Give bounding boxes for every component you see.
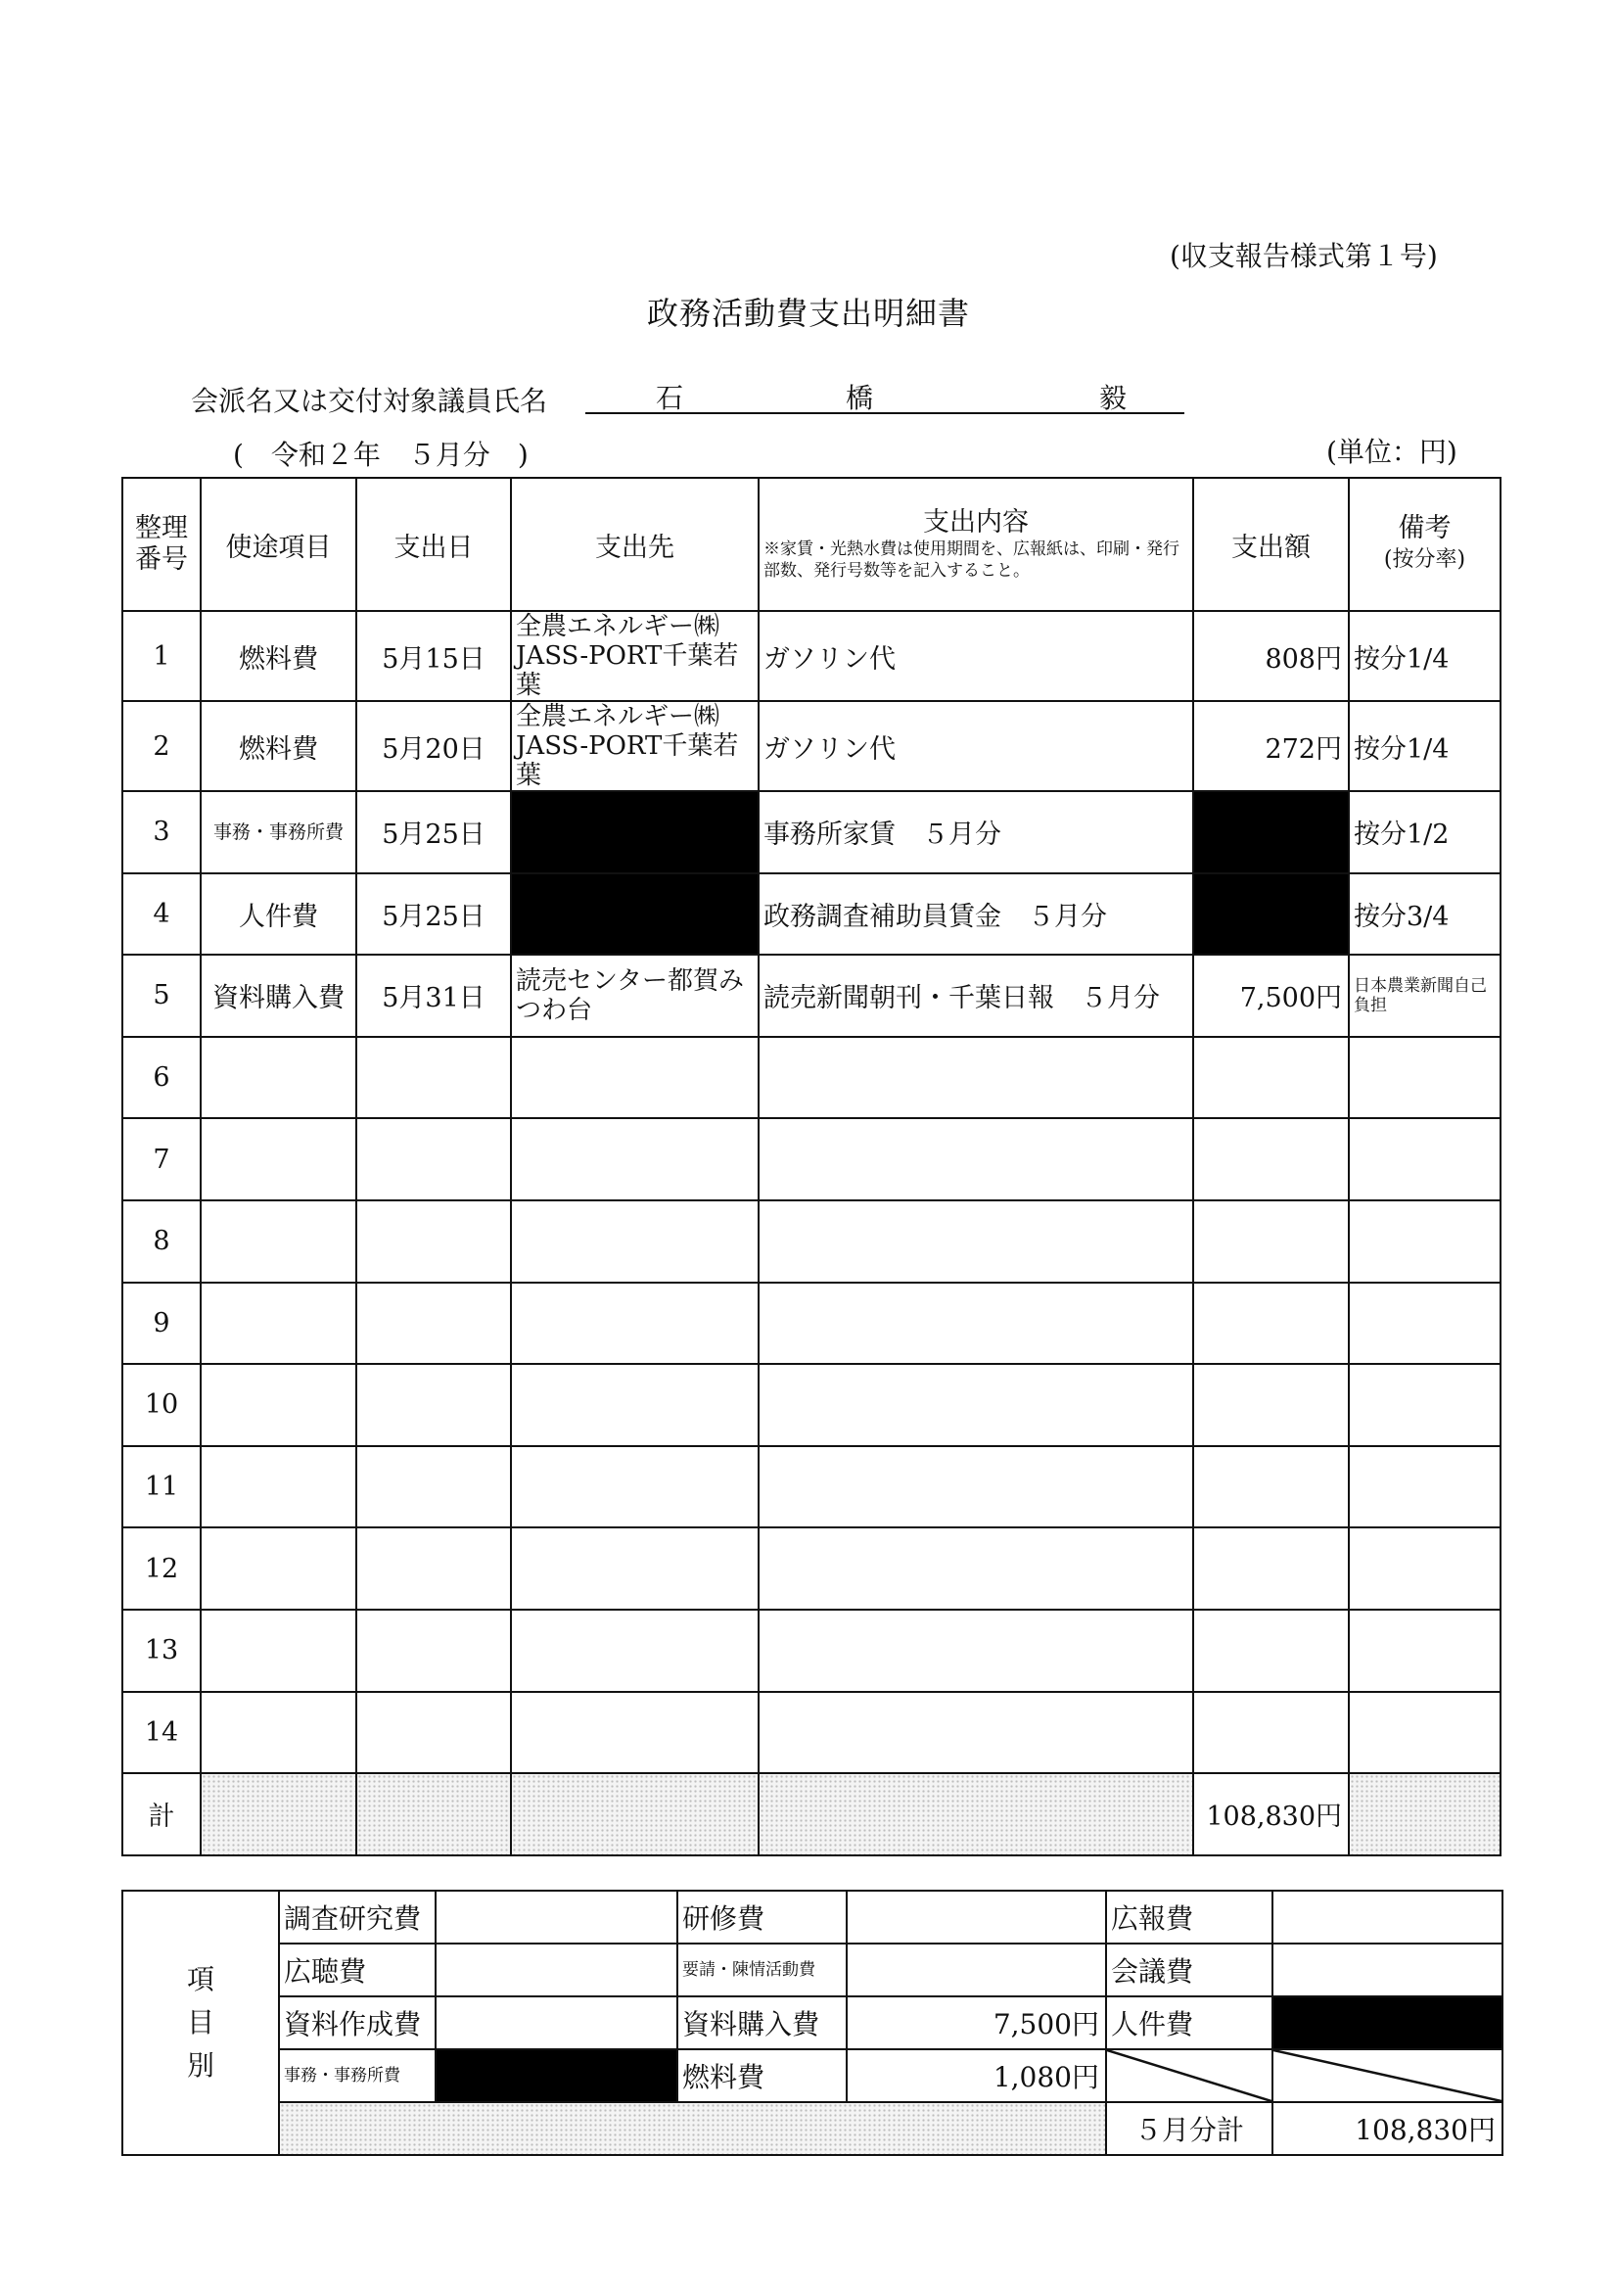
- form-number: (収支報告様式第１号): [1170, 240, 1438, 272]
- label-hearing: 広聴費: [279, 1944, 436, 1996]
- row-remarks: 日本農業新聞自己負担: [1349, 955, 1501, 1037]
- row-no: 12: [122, 1527, 201, 1610]
- row-content: 読売新聞朝刊・千葉日報 ５月分: [759, 955, 1193, 1037]
- redacted-personnel: [1272, 1996, 1502, 2049]
- row-payee: 全農エネルギー㈱JASS-PORT千葉若葉: [511, 701, 759, 791]
- category-summary-table: [121, 1890, 1503, 2156]
- row-no: 5: [122, 955, 201, 1037]
- table-row: [122, 1446, 1501, 1528]
- total-label: 計: [122, 1773, 201, 1855]
- value-doc-purchase: 7,500円: [847, 1996, 1106, 2049]
- header-remarks-sub: (按分率): [1383, 547, 1466, 572]
- row-category: 燃料費: [201, 611, 356, 701]
- row-no: 13: [122, 1610, 201, 1692]
- header-remarks: [1349, 478, 1501, 611]
- header-content-note: ※家賃・光熱水費は使用期間を、広報紙は、印刷・発行部数、発行号数等を記入すること。: [763, 539, 1179, 581]
- table-row: [122, 1527, 1501, 1610]
- row-no: 7: [122, 1118, 201, 1200]
- member-label: 会派名又は交付対象議員氏名: [191, 385, 548, 417]
- shaded-cell: [511, 1773, 759, 1855]
- value-hearing: [436, 1944, 677, 1996]
- table-row: [122, 611, 1501, 701]
- row-content: ガソリン代: [759, 611, 1193, 701]
- table-row: [122, 1200, 1501, 1283]
- row-date: 5月31日: [356, 955, 511, 1037]
- value-doc-creation: [436, 1996, 677, 2049]
- header-payee: 支出先: [511, 478, 759, 611]
- row-no: 1: [122, 611, 201, 701]
- row-category: 事務・事務所費: [201, 791, 356, 873]
- shaded-cell: [759, 1773, 1193, 1855]
- label-fuel: 燃料費: [677, 2049, 847, 2102]
- row-amount: 272円: [1193, 701, 1349, 791]
- reporting-period: ( 令和２年 ５月分 ): [233, 439, 529, 471]
- label-personnel: 人件費: [1106, 1996, 1272, 2049]
- header-category: 使途項目: [201, 478, 356, 611]
- redacted-payee: [511, 791, 759, 873]
- value-training: [847, 1891, 1106, 1944]
- label-training: 研修費: [677, 1891, 847, 1944]
- summary-side-label: 項目別: [122, 1891, 279, 2155]
- row-remarks: 按分1/2: [1349, 791, 1501, 873]
- row-category: 資料購入費: [201, 955, 356, 1037]
- header-content-label: 支出内容: [923, 507, 1029, 538]
- row-date: 5月25日: [356, 873, 511, 956]
- value-petition: [847, 1944, 1106, 1996]
- row-payee: 読売センター都賀みつわ台: [511, 955, 759, 1037]
- row-no: 4: [122, 873, 201, 956]
- page-title: 政務活動費支出明細書: [646, 295, 970, 332]
- row-payee: 全農エネルギー㈱JASS-PORT千葉若葉: [511, 611, 759, 701]
- table-row: [122, 1118, 1501, 1200]
- total-amount: 108,830円: [1193, 1773, 1349, 1855]
- label-office: 事務・事務所費: [279, 2049, 436, 2102]
- table-header-row: [122, 478, 1501, 611]
- header-remarks-label: 備考: [1398, 513, 1452, 543]
- row-no: 2: [122, 701, 201, 791]
- row-date: 5月20日: [356, 701, 511, 791]
- table-row: [122, 1364, 1501, 1446]
- value-research: [436, 1891, 677, 1944]
- label-doc-creation: 資料作成費: [279, 1996, 436, 2049]
- row-no: 6: [122, 1037, 201, 1119]
- member-name: [585, 377, 1184, 414]
- table-row: [122, 955, 1501, 1037]
- table-row: [122, 1037, 1501, 1119]
- row-no: 11: [122, 1446, 201, 1528]
- value-fuel: 1,080円: [847, 2049, 1106, 2102]
- row-no: 10: [122, 1364, 201, 1446]
- member-name-3: 毅: [1099, 382, 1128, 414]
- diagonal-cell: [1272, 2049, 1502, 2102]
- header-content: [759, 478, 1193, 611]
- row-amount: 808円: [1193, 611, 1349, 701]
- row-category: 人件費: [201, 873, 356, 956]
- value-pr: [1272, 1891, 1502, 1944]
- label-doc-purchase: 資料購入費: [677, 1996, 847, 2049]
- row-content: 事務所家賃 ５月分: [759, 791, 1193, 873]
- label-meeting: 会議費: [1106, 1944, 1272, 1996]
- table-row: [122, 701, 1501, 791]
- row-remarks: 按分1/4: [1349, 701, 1501, 791]
- header-no: 整理番号: [122, 478, 201, 611]
- table-row: [122, 873, 1501, 956]
- row-no: 8: [122, 1200, 201, 1283]
- header-date: 支出日: [356, 478, 511, 611]
- month-total-label: ５月分計: [1106, 2102, 1272, 2155]
- label-petition: 要請・陳情活動費: [677, 1944, 847, 1996]
- table-row: [122, 791, 1501, 873]
- redacted-office: [436, 2049, 677, 2102]
- row-remarks: 按分1/4: [1349, 611, 1501, 701]
- table-row: [122, 1692, 1501, 1774]
- row-amount: 7,500円: [1193, 955, 1349, 1037]
- shaded-cell: [279, 2102, 1106, 2155]
- row-content: 政務調査補助員賃金 ５月分: [759, 873, 1193, 956]
- row-category: 燃料費: [201, 701, 356, 791]
- row-no: 14: [122, 1692, 201, 1774]
- label-pr: 広報費: [1106, 1891, 1272, 1944]
- shaded-cell: [356, 1773, 511, 1855]
- value-meeting: [1272, 1944, 1502, 1996]
- shaded-cell: [1349, 1773, 1501, 1855]
- row-date: 5月15日: [356, 611, 511, 701]
- row-no: 3: [122, 791, 201, 873]
- diagonal-cell: [1106, 2049, 1272, 2102]
- redacted-payee: [511, 873, 759, 956]
- label-research: 調査研究費: [279, 1891, 436, 1944]
- shaded-cell: [201, 1773, 356, 1855]
- unit-label: (単位：円): [1326, 436, 1457, 468]
- redacted-amount: [1193, 791, 1349, 873]
- table-row: [122, 1283, 1501, 1365]
- row-content: ガソリン代: [759, 701, 1193, 791]
- row-no: 9: [122, 1283, 201, 1365]
- row-date: 5月25日: [356, 791, 511, 873]
- member-name-1: 石: [656, 382, 684, 414]
- redacted-amount: [1193, 873, 1349, 956]
- table-row: [122, 1610, 1501, 1692]
- member-name-2: 橋: [846, 382, 874, 414]
- total-row: [122, 1773, 1501, 1855]
- expense-table: [121, 477, 1502, 1856]
- row-remarks: 按分3/4: [1349, 873, 1501, 956]
- header-amount: 支出額: [1193, 478, 1349, 611]
- month-total-value: 108,830円: [1272, 2102, 1502, 2155]
